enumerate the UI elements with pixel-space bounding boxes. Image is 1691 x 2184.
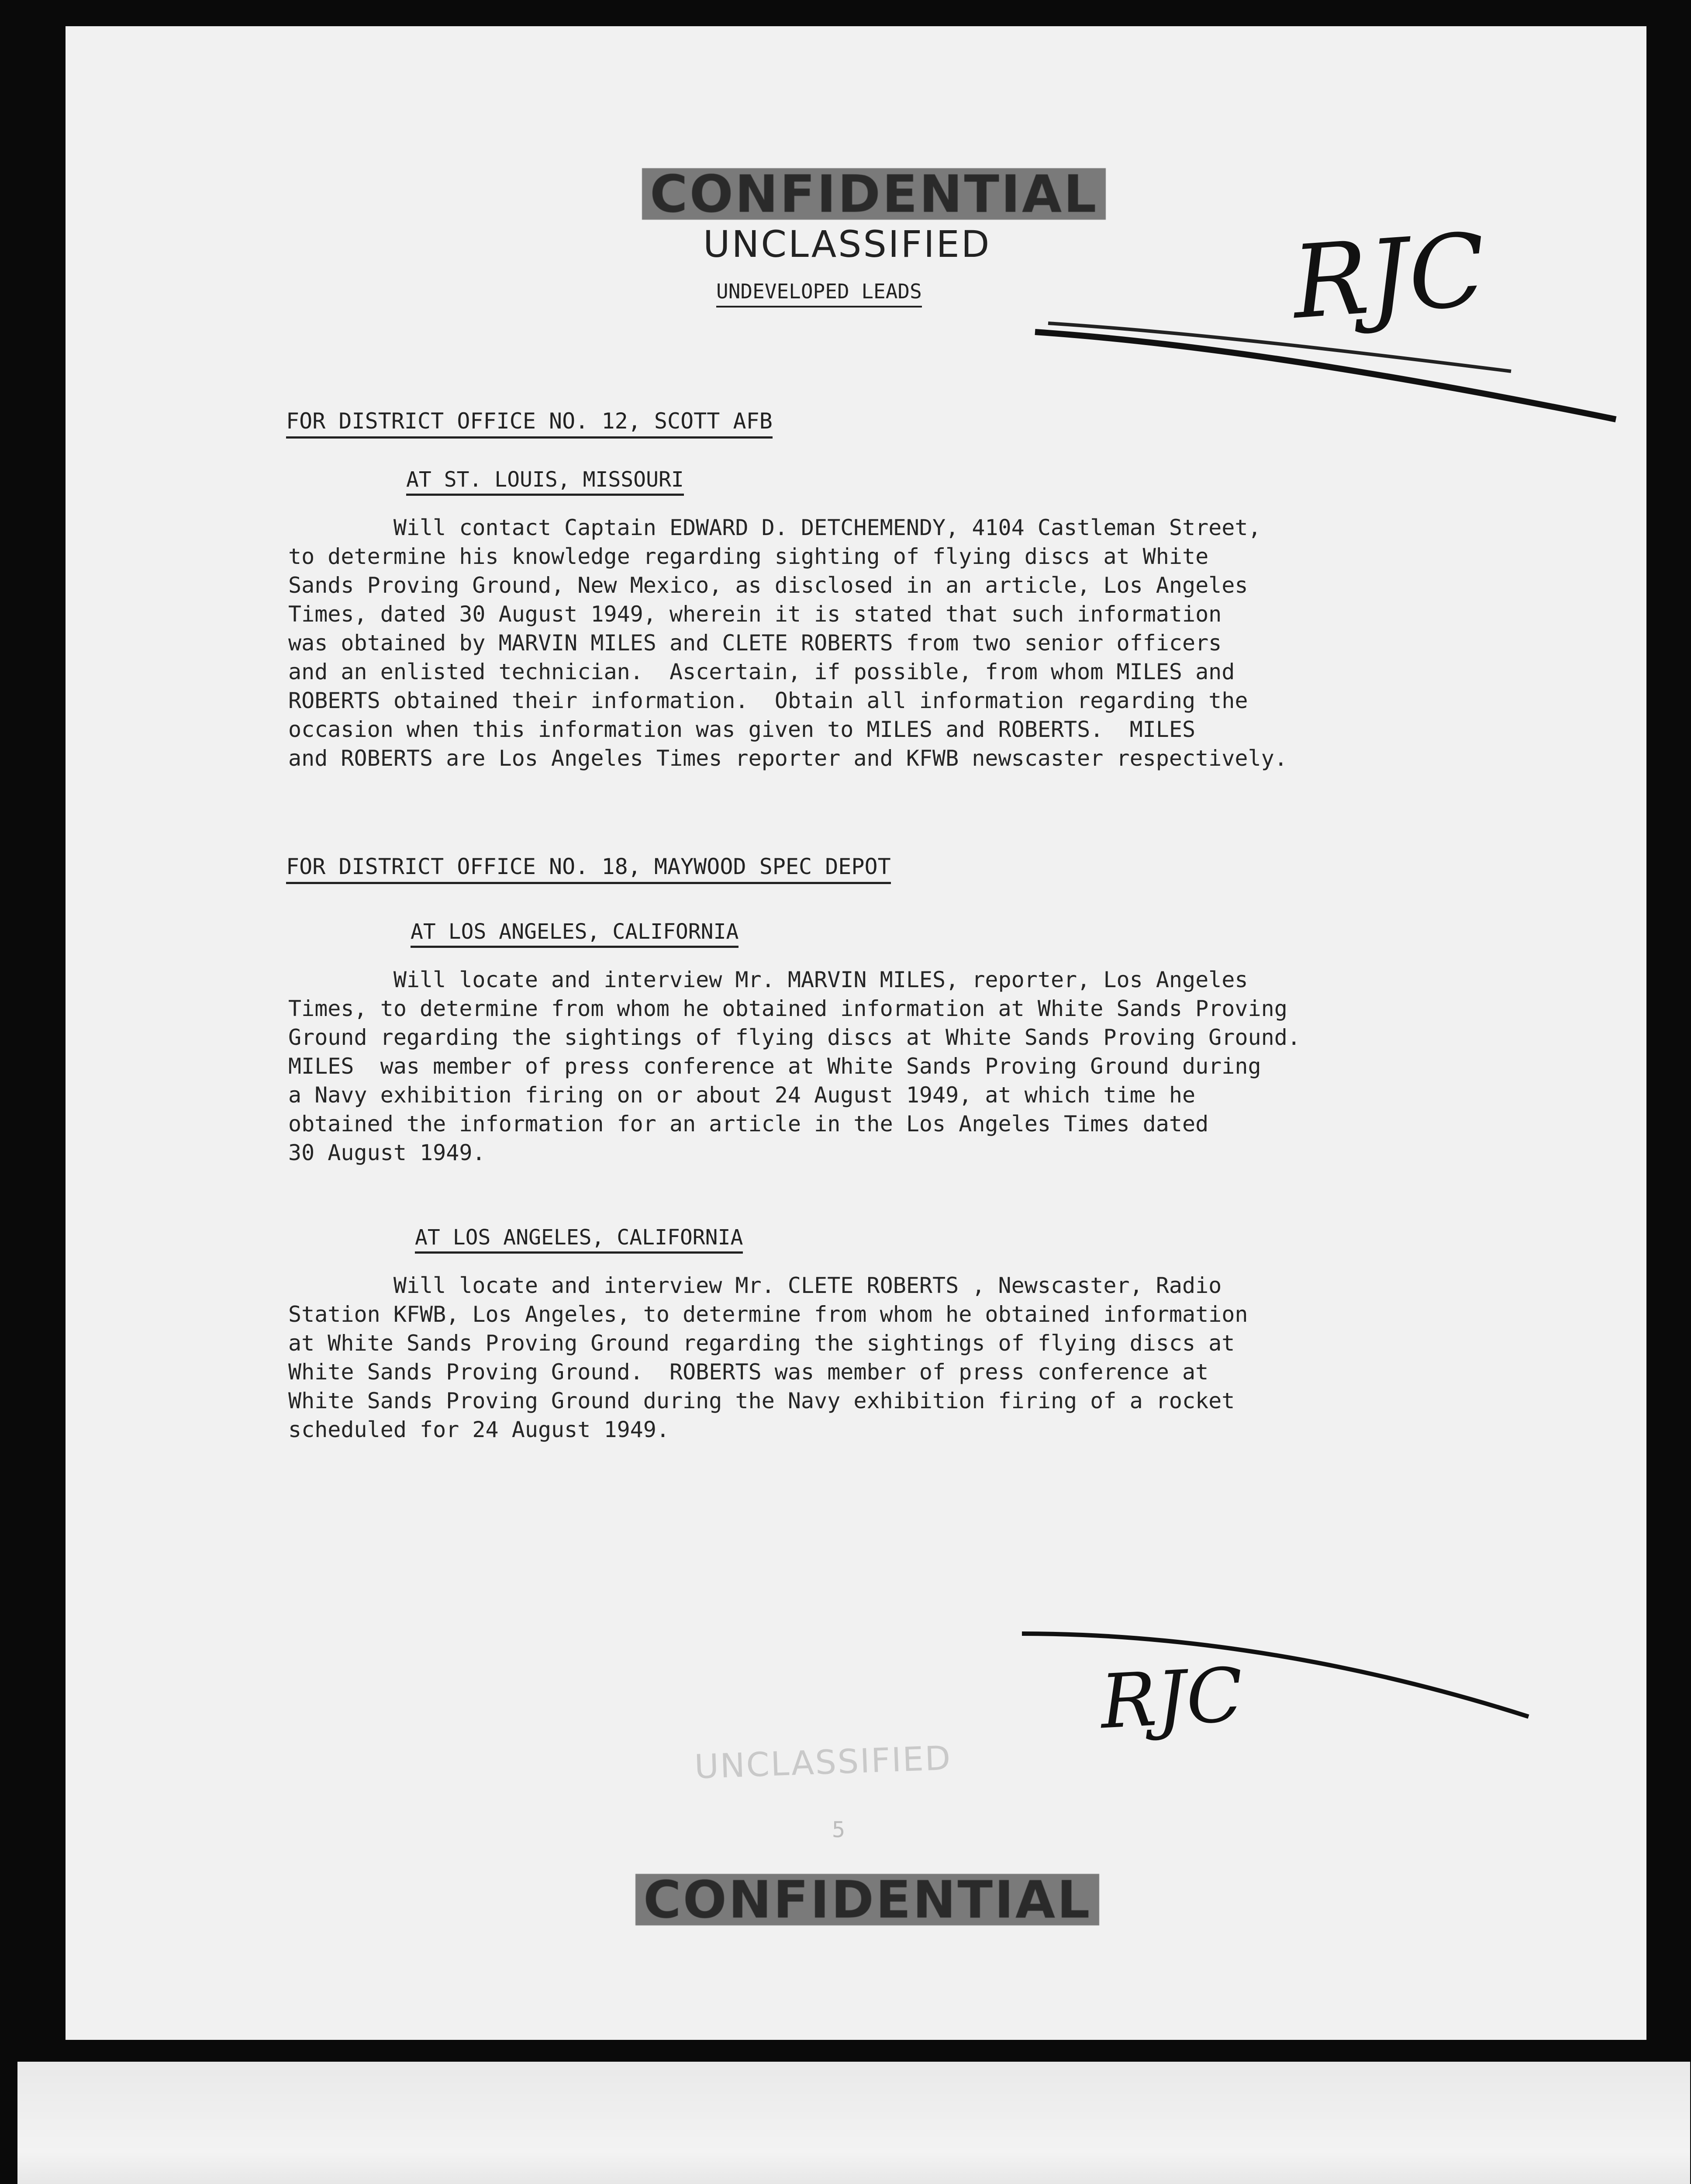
- text-line: Ground regarding the sightings of flying discs at White Sands Proving Ground.: [288, 1025, 1301, 1050]
- film-edge: [17, 2062, 1690, 2184]
- handwritten-initials-top: RJC: [1289, 211, 1490, 342]
- location-heading-st-louis: AT ST. LOUIS, MISSOURI: [406, 467, 684, 496]
- text-line: Will locate and interview Mr. CLETE ROBERTS , Newscaster, Radio: [288, 1273, 1222, 1298]
- location-heading-los-angeles-1: AT LOS ANGELES, CALIFORNIA: [411, 919, 739, 948]
- location-heading-los-angeles-2: AT LOS ANGELES, CALIFORNIA: [415, 1225, 743, 1254]
- text-line: Sands Proving Ground, New Mexico, as disclosed in an article, Los Angeles: [288, 573, 1248, 598]
- ink-strike-top: [1031, 314, 1620, 428]
- text-line: White Sands Proving Ground. ROBERTS was member of press conference at: [288, 1359, 1209, 1385]
- text-line: to determine his knowledge regarding sighting of flying discs at White: [288, 544, 1209, 569]
- page-title: UNDEVELOPED LEADS: [716, 280, 922, 308]
- paragraph-detchemendy: [288, 513, 1287, 773]
- text-line: and an enlisted technician. Ascertain, if possible, from whom MILES and: [288, 659, 1235, 684]
- text-line: MILES was member of press conference at White Sands Proving Ground during: [288, 1054, 1261, 1079]
- text-line: Station KFWB, Los Angeles, to determine from whom he obtained information: [288, 1302, 1248, 1327]
- text-line: 30 August 1949.: [288, 1140, 486, 1165]
- text-line: a Navy exhibition firing on or about 24 August 1949, at which time he: [288, 1082, 1196, 1108]
- text-line: occasion when this information was given to MILES and ROBERTS. MILES: [288, 717, 1196, 742]
- text-line: was obtained by MARVIN MILES and CLETE ROBERTS from two senior officers: [288, 630, 1222, 656]
- section-heading-district-18: FOR DISTRICT OFFICE NO. 18, MAYWOOD SPEC DEPOT: [286, 854, 891, 884]
- section-heading-district-12: FOR DISTRICT OFFICE NO. 12, SCOTT AFB: [286, 408, 773, 439]
- text-line: and ROBERTS are Los Angeles Times reporter and KFWB newscaster respectively.: [288, 746, 1287, 771]
- unclassified-stamp-bottom: UNCLASSIFIED: [694, 1738, 952, 1787]
- text-line: obtained the information for an article in the Los Angeles Times dated: [288, 1111, 1209, 1137]
- text-line: Times, dated 30 August 1949, wherein it is stated that such information: [288, 601, 1222, 627]
- text-line: White Sands Proving Ground during the Navy exhibition firing of a rocket: [288, 1388, 1235, 1413]
- unclassified-stamp-top: UNCLASSIFIED: [703, 223, 991, 266]
- text-line: at White Sands Proving Ground regarding the sightings of flying discs at: [288, 1330, 1235, 1356]
- ink-strike-bottom: [1018, 1616, 1533, 1730]
- text-line: Will locate and interview Mr. MARVIN MILES, reporter, Los Angeles: [288, 967, 1248, 992]
- confidential-stamp-top: CONFIDENTIAL: [642, 168, 1106, 220]
- text-line: Times, to determine from whom he obtained information at White Sands Proving: [288, 996, 1287, 1021]
- paragraph-miles: [288, 965, 1301, 1167]
- handwritten-initials-bottom: RJC: [1098, 1652, 1246, 1746]
- confidential-stamp-bottom: CONFIDENTIAL: [635, 1874, 1099, 1925]
- text-line: ROBERTS obtained their information. Obtain all information regarding the: [288, 688, 1248, 713]
- text-line: scheduled for 24 August 1949.: [288, 1417, 669, 1442]
- page-number: 5: [832, 1817, 846, 1842]
- text-line: Will contact Captain EDWARD D. DETCHEMENDY, 4104 Castleman Street,: [288, 515, 1261, 540]
- paragraph-roberts: [288, 1271, 1248, 1444]
